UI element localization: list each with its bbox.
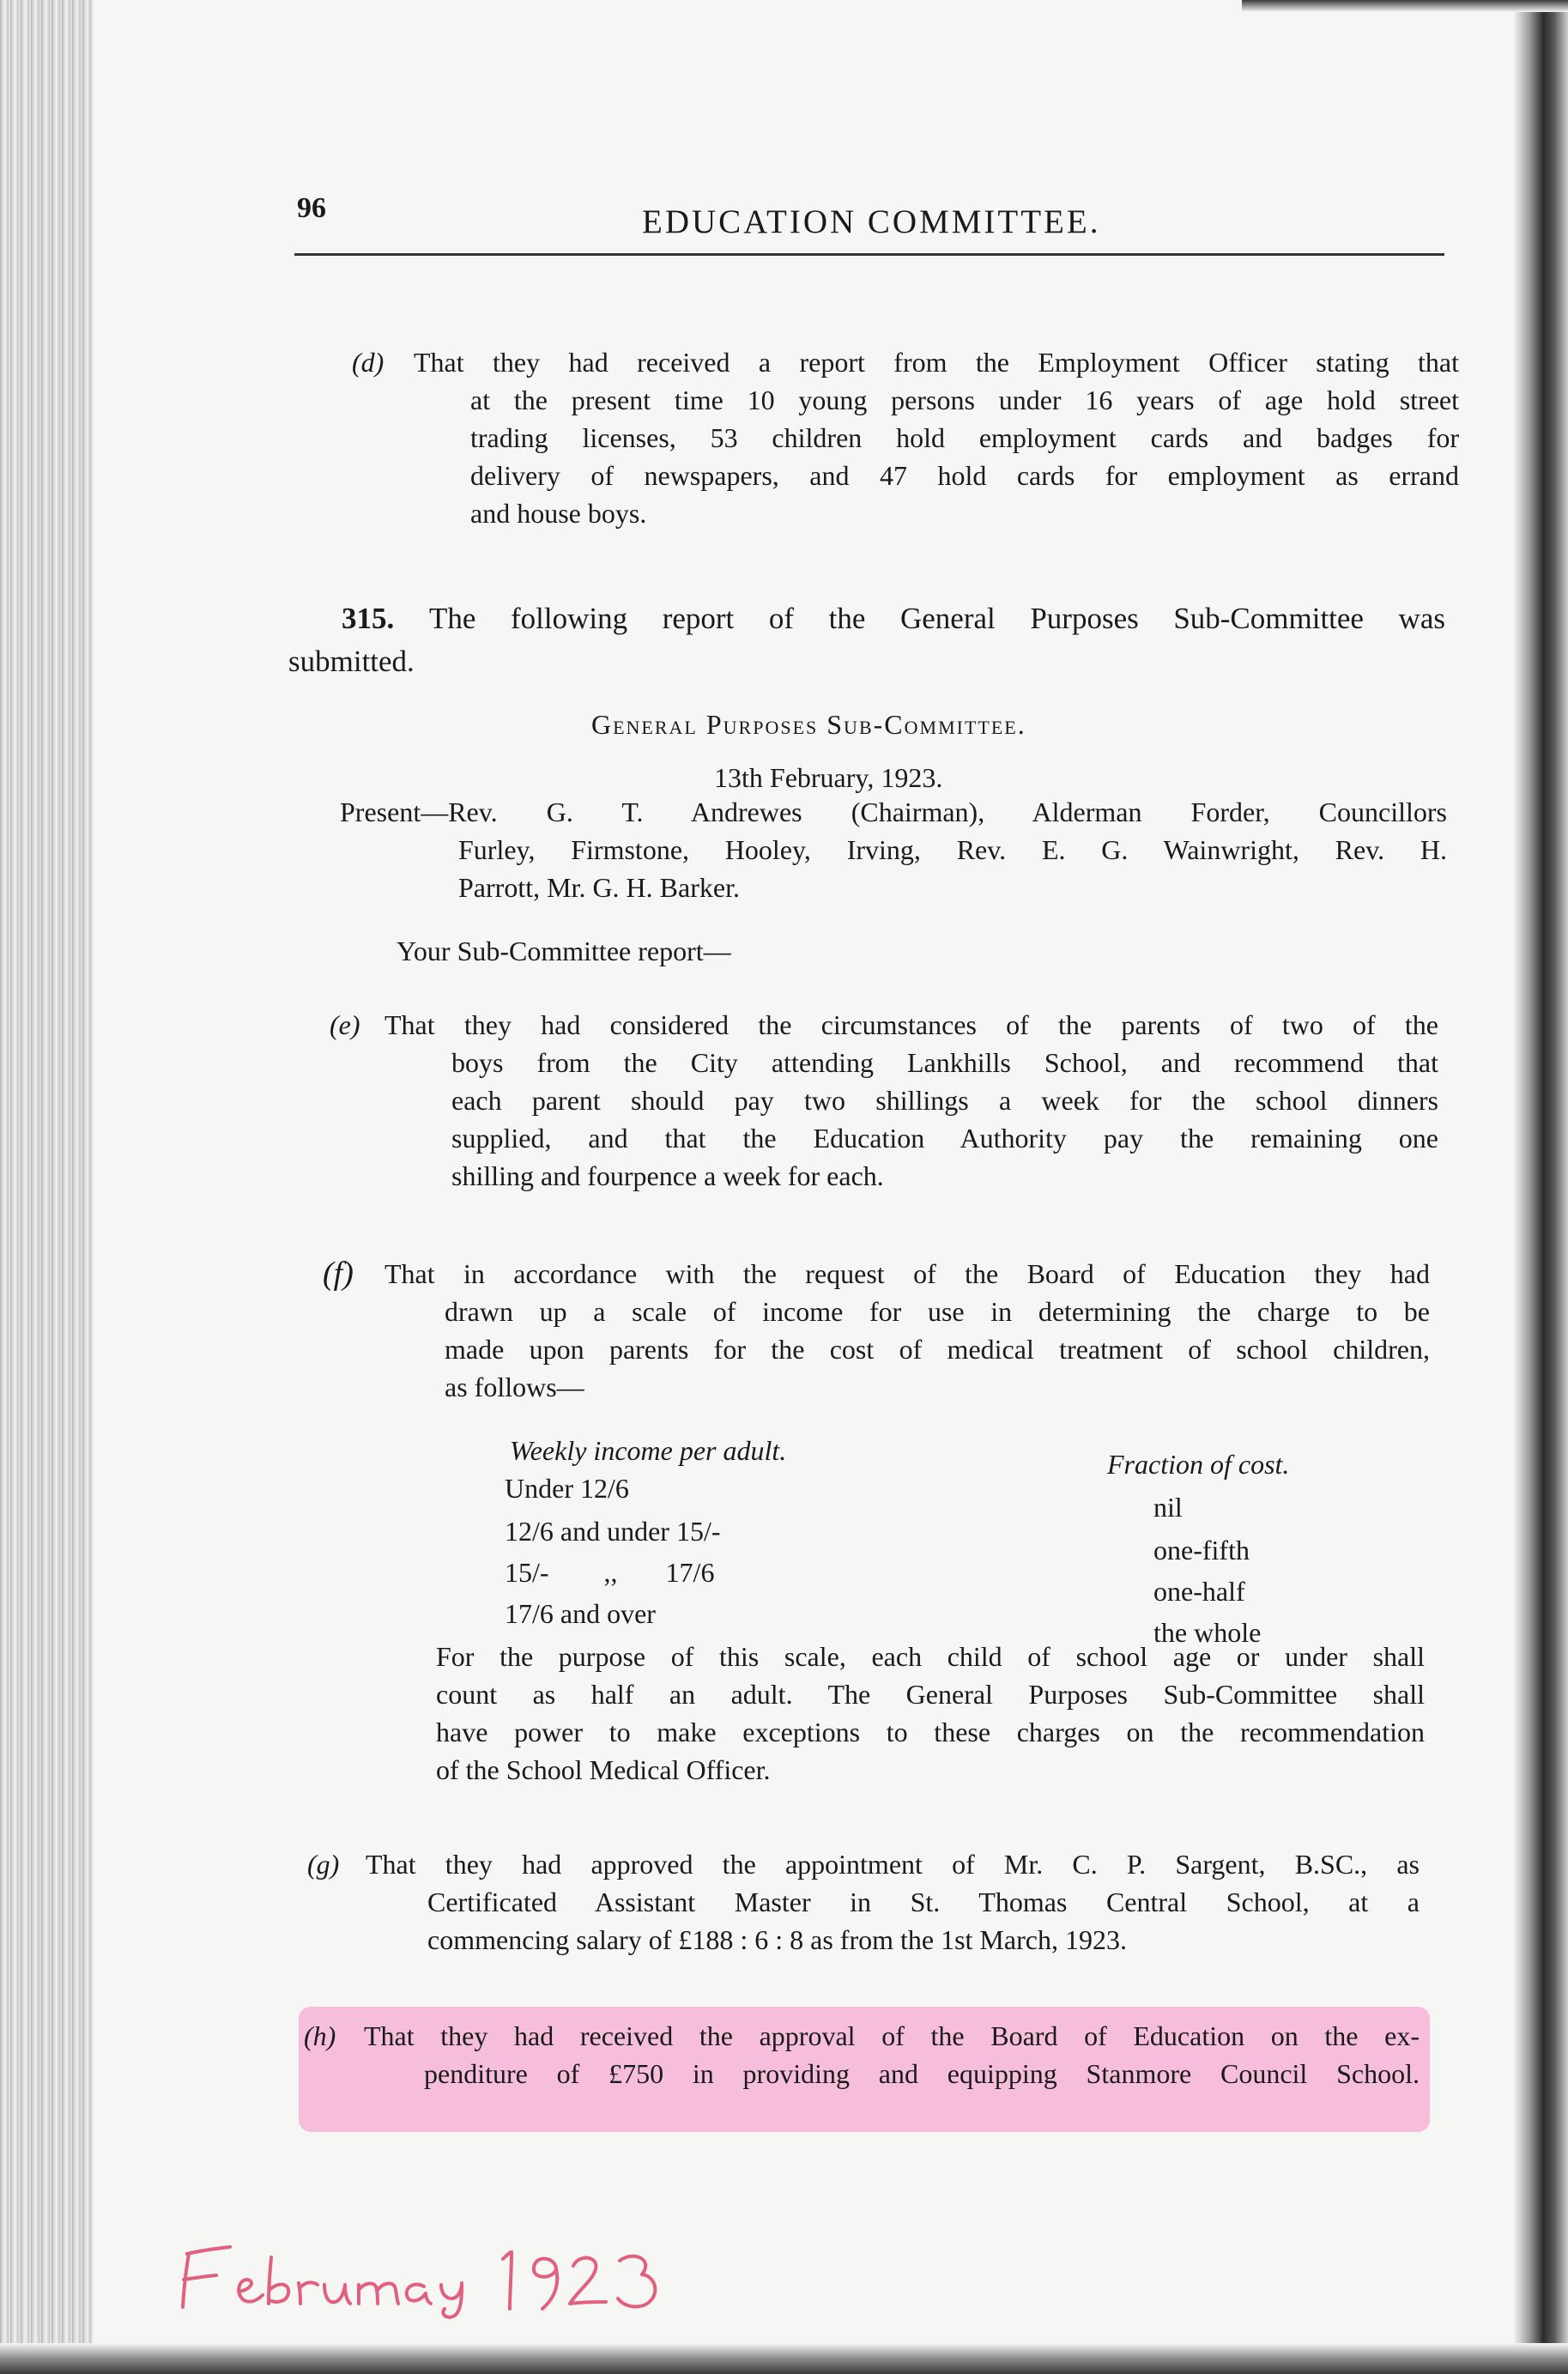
- subcommittee-date: 13th February, 1923.: [714, 762, 943, 793]
- report-intro: Your Sub-Committee report—: [397, 936, 731, 966]
- col-header-fraction: Fraction of cost.: [1107, 1449, 1290, 1480]
- handwritten-date-note: [165, 2235, 680, 2321]
- item-f-after-line-3: have power to make exceptions to these charges on the recommendation: [436, 1717, 1425, 1747]
- table-row-fraction: the whole: [1153, 1617, 1262, 1648]
- table-row-fraction: one-half: [1153, 1576, 1245, 1607]
- item-d-line-4: delivery of newspapers, and 47 hold cards for employment as errand: [470, 460, 1459, 491]
- item-e-line-4: supplied, and that the Education Authority pay the remaining one: [451, 1123, 1438, 1154]
- col-header-income: Weekly income per adult.: [510, 1435, 787, 1466]
- minute-315: [288, 597, 1445, 683]
- table-row-fraction: nil: [1153, 1492, 1183, 1523]
- item-f-continuation: [436, 1638, 1425, 1789]
- minute-number: 315.: [342, 602, 395, 635]
- item-d-line-3: trading licenses, 53 children hold employment cards and badges for: [470, 422, 1459, 453]
- item-f-line-3: made upon parents for the cost of medical treatment of school children,: [445, 1334, 1430, 1365]
- item-e: [330, 1006, 1438, 1195]
- item-d-line-1: That they had received a report from the Employment Officer stating that: [414, 347, 1459, 378]
- page-number: 96: [297, 192, 326, 224]
- minute-315-line-1: The following report of the General Purposes Sub-Committee was: [429, 602, 1445, 635]
- item-f-after-line-1: For the purpose of this scale, each child of school age or under shall: [436, 1641, 1425, 1672]
- item-h-label: (h): [304, 2020, 336, 2051]
- item-d-label: (d): [352, 347, 384, 378]
- item-f-after-line-4: of the School Medical Officer.: [436, 1754, 771, 1785]
- item-f: [323, 1255, 1430, 1406]
- item-g: [307, 1845, 1420, 1959]
- item-e-line-1: That they had considered the circumstances of the parents of two of the: [384, 1009, 1438, 1040]
- item-g-label: (g): [307, 1849, 340, 1880]
- item-h-line-1: That they had received the approval of the Board of Education on the ex-: [364, 2020, 1420, 2051]
- item-f-after-line-2: count as half an adult. The General Purposes Sub-Committee shall: [436, 1679, 1425, 1710]
- header-rule: [294, 253, 1444, 256]
- item-e-line-2: boys from the City attending Lankhills School, and recommend that: [451, 1047, 1438, 1078]
- subcommittee-title: General Purposes Sub-Committee.: [591, 709, 1026, 740]
- item-d-line-5: and house boys.: [470, 498, 647, 529]
- item-e-label: (e): [330, 1009, 360, 1040]
- item-g-line-2: Certificated Assistant Master in St. Thomas Central School, at a: [427, 1886, 1420, 1917]
- table-row-fraction: one-fifth: [1153, 1535, 1250, 1566]
- table-row-income: 17/6 and over: [505, 1598, 656, 1629]
- page-bottom-edge-shadow: [0, 2343, 1568, 2374]
- present-line-1: Present—Rev. G. T. Andrewes (Chairman), Alderman Forder, Councillors: [340, 796, 1447, 827]
- item-e-line-3: each parent should pay two shillings a week for the school dinners: [451, 1085, 1438, 1116]
- item-h-line-2: penditure of £750 in providing and equipping Stanmore Council School.: [424, 2058, 1420, 2089]
- present-line-2: Furley, Firmstone, Hooley, Irving, Rev. E. G. Wainwright, Rev. H.: [458, 834, 1447, 865]
- item-f-line-2: drawn up a scale of income for use in determining the charge to be: [445, 1296, 1430, 1327]
- item-f-line-4: as follows—: [445, 1372, 584, 1402]
- page-top-edge-shadow: [1242, 0, 1568, 12]
- table-row-income: Under 12/6: [505, 1473, 629, 1504]
- page-right-edge-shadow: [1513, 0, 1568, 2374]
- table-row-income: 15/- ,, 17/6: [505, 1557, 715, 1588]
- item-d: [352, 343, 1459, 532]
- item-h: [304, 2017, 1420, 2092]
- present-list: [340, 793, 1447, 906]
- page-binding-shadow: [0, 0, 93, 2374]
- item-g-line-3: commencing salary of £188 : 6 : 8 as from the 1st March, 1923.: [427, 1924, 1127, 1955]
- item-f-line-1: That in accordance with the request of the Board of Education they had: [384, 1258, 1430, 1289]
- table-row-income: 12/6 and under 15/-: [505, 1516, 721, 1547]
- present-line-3: Parrott, Mr. G. H. Barker.: [458, 872, 740, 903]
- item-g-line-1: That they had approved the appointment of Mr. C. P. Sargent, B.SC., as: [366, 1849, 1420, 1880]
- minute-315-line-2: submitted.: [288, 645, 415, 678]
- running-head: EDUCATION COMMITTEE.: [642, 203, 1101, 240]
- item-f-label: (f): [323, 1256, 354, 1292]
- item-e-line-5: shilling and fourpence a week for each.: [451, 1160, 884, 1191]
- item-d-line-2: at the present time 10 young persons under 16 years of age hold street: [470, 385, 1459, 415]
